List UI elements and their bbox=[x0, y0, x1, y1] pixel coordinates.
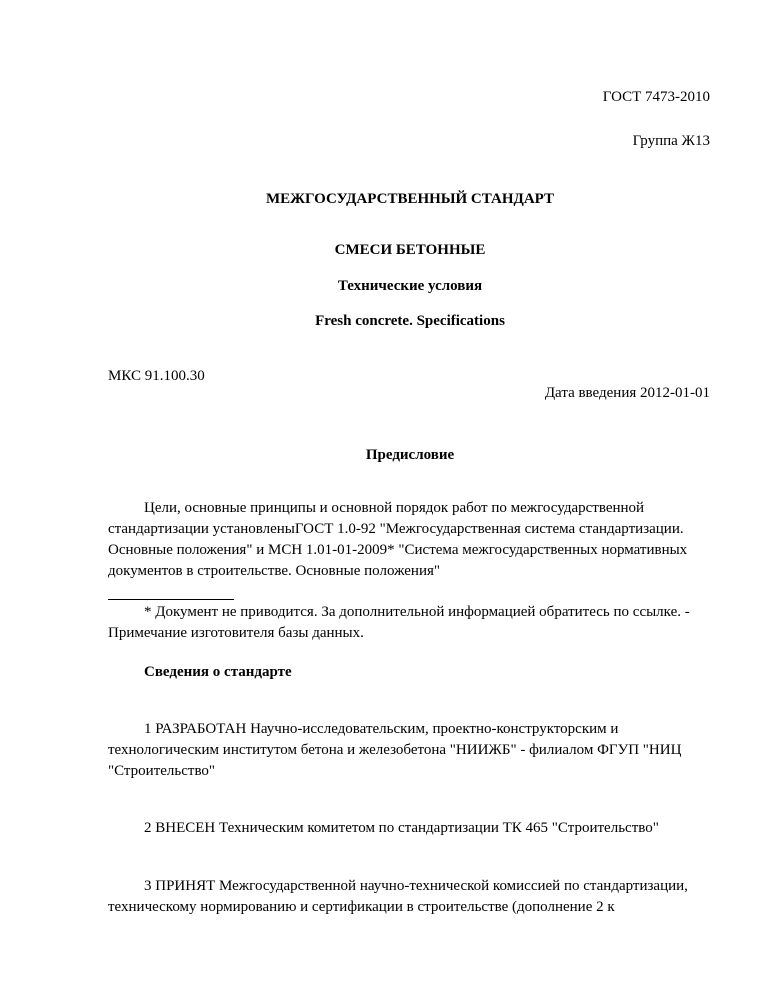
doc-group: Группа Ж13 bbox=[632, 133, 710, 149]
mks-code: МКС 91.100.30 bbox=[108, 368, 205, 384]
intro-date: Дата введения 2012-01-01 bbox=[544, 385, 710, 401]
info-heading: Сведения о стандарте bbox=[144, 664, 292, 680]
standard-subtitle: Технические условия bbox=[337, 278, 483, 294]
info-item-3: 3 ПРИНЯТ Межгосударственной научно-технической комиссией по стандартизации, техническому нормированию и сертификации в строительстве (дополнение 2 к bbox=[108, 878, 688, 915]
info-item-1: 1 РАЗРАБОТАН Научно-исследовательским, проектно-конструкторским и технологическим институтом бетона и железобетона "НИИЖБ" - филиалом ФГУП "НИЦ "Строительство" bbox=[108, 721, 682, 779]
preface-heading: Предисловие bbox=[365, 447, 455, 463]
standard-category: МЕЖГОСУДАРСТВЕННЫЙ СТАНДАРТ bbox=[265, 191, 555, 207]
preface-footnote: * Документ не приводится. За дополнительной информацией обратитесь по ссылке. - Примечание изготовителя базы данных. bbox=[108, 604, 690, 641]
info-item-2: 2 ВНЕСЕН Техническим комитетом по стандартизации ТК 465 "Строительство" bbox=[144, 820, 659, 836]
preface-paragraph: Цели, основные принципы и основной порядок работ по межгосударственной стандартизации установленыГОСТ 1.0-92 "Межгосударственная система стандартизации. Основные положения" и МСН 1.01-01-2009* "Система межгосударственных нормативных документов в строительстве. Основные положения" bbox=[108, 500, 688, 579]
doc-code: ГОСТ 7473-2010 bbox=[602, 89, 710, 105]
footnote-divider bbox=[108, 599, 234, 600]
standard-english-title: Fresh concrete. Specifications bbox=[315, 313, 505, 329]
standard-title: СМЕСИ БЕТОННЫЕ bbox=[334, 242, 486, 258]
